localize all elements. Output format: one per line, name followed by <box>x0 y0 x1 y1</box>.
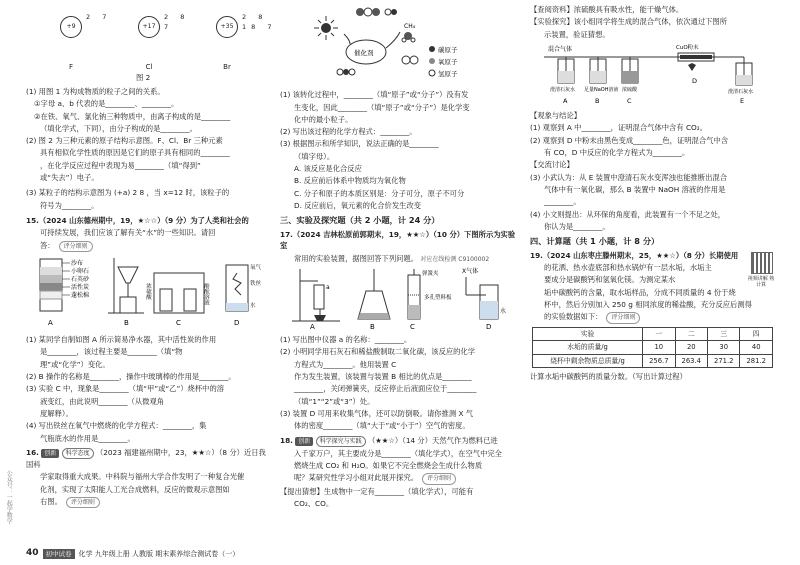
table-header-cell: 实验 <box>533 327 643 341</box>
label-d: D <box>234 318 240 327</box>
literacy-tag: 科学态度 <box>62 448 94 459</box>
label-b: B <box>124 318 129 327</box>
text-line: （填“1”“2”或“3”）处。 <box>294 396 375 406</box>
question-head: 19.（2024 山东枣庄滕州期末，25，★★☆）（8 分）长期使用 <box>530 250 739 260</box>
text-line: 理”或“化学”）变化。 <box>40 359 110 369</box>
question-18 <box>280 435 518 510</box>
text-line: 化剂，实现了太阳能人工光合成燃料，反应的微观示意图如 <box>40 484 230 494</box>
label-cuo: CuO粉末 <box>676 44 699 51</box>
table-cell: 40 <box>740 341 772 355</box>
question-15 <box>26 215 266 444</box>
score-rubric-badge[interactable]: 评分细则 <box>606 312 640 323</box>
text-line: (2) 写出该过程的化学方程式：________。 <box>280 127 417 137</box>
score-rubric-badge[interactable]: 评分细则 <box>422 473 456 484</box>
legend-oxygen: 氧原子 <box>438 58 458 66</box>
label-water: 水 <box>250 302 256 309</box>
text-line: ________。 <box>544 197 581 207</box>
table-cell: 烧杯中剩余物质总质量/g <box>533 354 643 368</box>
text-line: (2) 观察到 D 中粉末由黑色变成________色，证明混合气中含 <box>530 135 729 145</box>
text-line: ________，关闭弹簧夹，反应停止后液面应位于________ <box>294 384 477 394</box>
molecule-label: CH₄ <box>404 23 416 30</box>
text-line: （2023 福建福州期中，23，★★☆）（8 分）近日我国科 <box>26 447 266 470</box>
literacy-tag: 科学探究与实践 <box>316 436 366 447</box>
text-line: (1) 观察到 A 中________，证明混合气体中含有 CO₂。 <box>530 123 708 133</box>
text-line: (1) 写出图中仪器 a 的名称：________。 <box>280 335 412 345</box>
table-cell: 30 <box>708 341 740 355</box>
text-line: 具有相似化学性质的原因是它们的原子具有相同的________ <box>40 148 230 158</box>
label-phenolphthalein: 酚酞溶液 <box>203 282 209 305</box>
text-line: 杯中，然后分别加入 250 g 相同浓度的稀盐酸，充分反应后测得 <box>544 300 752 310</box>
score-rubric-badge[interactable]: 评分细则 <box>66 497 100 508</box>
column-middle <box>280 4 518 510</box>
question-17 <box>280 229 518 432</box>
option-line: A. 该反应是化合反应 <box>294 164 362 174</box>
label-limewater-e: 澄清石灰水 <box>728 88 754 95</box>
text-line: (2) 图 2 为三种元素的原子结构示意图。F、Cl、Br 三种元素 <box>26 136 223 146</box>
qr-caption: 视频讲解 熟计算 <box>747 275 775 288</box>
book-tag: 初中试卷 <box>43 549 75 559</box>
table-cell: 10 <box>643 341 675 355</box>
question-head: 17.（2024 吉林松原前郭期末，19，★★☆）（10 分）下图所示为实验室 <box>280 229 516 251</box>
shells: 2 8 7 <box>164 13 190 32</box>
label-porous-board: 多孔塑料板 <box>424 294 452 301</box>
text-line: 答： <box>40 240 55 250</box>
label-oxygen: 氧气 <box>250 264 262 271</box>
sun-icon <box>314 16 338 40</box>
element-label: Br <box>223 63 231 71</box>
text-line: (3) 根据图示和所学知识，说法正确的是________ <box>280 139 439 149</box>
data-table <box>532 327 773 369</box>
score-rubric-badge[interactable]: 评分细则 <box>59 241 93 252</box>
text-line: 示装置，验证猜想。 <box>544 29 610 39</box>
text-line: 生变化，因此________（填“原子”或“分子”）是化学变 <box>294 102 470 112</box>
text-line: 是________，该过程主要是________（填“物 <box>40 347 183 357</box>
label-cotton: 蓬松棉 <box>71 291 90 299</box>
question-head <box>280 435 518 447</box>
label-a: A <box>48 318 53 327</box>
page-number: 40 <box>26 548 39 559</box>
label-x-gas: X气体 <box>462 267 479 275</box>
text-line: 作为发生装置，该装置与装置 B 相比的优点是________ <box>294 372 472 382</box>
table-cell: 271.2 <box>708 354 740 368</box>
shells: 2 8 18 7 <box>242 13 277 32</box>
option-line: C. 分子和原子的本质区别是：分子可分，原子不可分 <box>294 188 465 198</box>
atom-diagrams <box>26 4 277 82</box>
text-line: 气体中有一氧化碳，那么 B 装置中 NaOH 溶液的作用是 <box>544 184 726 194</box>
label-b: B <box>595 96 600 105</box>
table-row <box>533 341 773 355</box>
label-c: C <box>176 318 181 327</box>
text-line: 体的密度________（填“大于”或“小于”）空气的密度。 <box>294 421 470 431</box>
text-line: （填化学式，下同），由分子构成的是________。 <box>40 123 197 133</box>
text-line: 呢？某研究性学习小组对此展开探究。 <box>294 473 419 483</box>
option-line: B. 反应前后体系中物质均为氧化物 <box>294 176 406 186</box>
text-line: ②在铁、氧气、氯化钠三种物质中，由离子构成的是________ <box>34 111 231 121</box>
text-line: 计算水垢中碳酸钙的质量分数。（写出计算过程） <box>530 372 687 382</box>
text-line: 常用的实验装置，据图回答下列问题。 <box>294 253 419 263</box>
text-line: 方程式为________。他用装置 C <box>294 359 397 369</box>
label-naoh: 足量NaOH溶液 <box>584 86 619 93</box>
question-16 <box>26 447 266 508</box>
table-header-cell: 四 <box>740 327 772 341</box>
label-shabu: 沙布 <box>71 259 84 267</box>
label-a: A <box>563 96 568 105</box>
table-header-row <box>533 327 773 341</box>
section-heading: 三、实验及探究题（共 2 小题，计 24 分） <box>280 215 440 226</box>
table-cell: 263.4 <box>675 354 707 368</box>
text-line: 学家取得重大成果。中科院与福州大学合作发明了一种复合光催 <box>40 472 245 482</box>
question-number: 18. <box>280 435 293 445</box>
legend-hydrogen: 氢原子 <box>438 70 458 78</box>
label-a-instrument: a <box>326 283 330 291</box>
text-line: （★★☆）（14 分）天然气作为燃料已进 <box>367 435 498 445</box>
text-line: ①字母 a、b 代表的是________、________。 <box>34 99 179 109</box>
label-d: D <box>486 322 492 331</box>
label-pebble: 小卵石 <box>71 267 90 275</box>
label-spring-clip: 弹簧夹 <box>422 270 439 277</box>
table-cell: 256.7 <box>643 354 675 368</box>
text-line: （填字母）。 <box>294 151 335 161</box>
text-line: 燃烧生成 CO₂ 和 H₂O。如果它不完全燃烧会生成什么物质 <box>294 461 483 471</box>
table-header-cell: 一 <box>643 327 675 341</box>
text-line: 【提出猜想】生成物中一定有________（填化学式），可能有 <box>280 486 474 496</box>
text-line: 要成分是碳酸钙和氢氧化镁。为测定某水 <box>544 275 676 285</box>
catalyst-label: 催化剂 <box>354 49 374 57</box>
text-line: 有 CO，D 中反应的化学方程式为________。 <box>544 148 690 158</box>
text-line: (1) 某同学自制如图 A 所示简易净水器，其中活性炭的作用 <box>26 335 217 345</box>
text-line: 符号为________。 <box>40 200 99 210</box>
innovation-tag: 创新 <box>295 437 313 446</box>
atom-f <box>46 4 124 71</box>
column-left <box>26 4 277 509</box>
text-line: ，在化学反应过程中表现为易________（填“得到” <box>40 160 201 170</box>
shells: 2 7 <box>86 13 112 21</box>
section-heading: 四、计算题（共 1 小题，计 8 分） <box>530 236 660 247</box>
question-number: 16. <box>26 447 39 457</box>
text-line: 【观象与结论】 <box>530 111 582 121</box>
lab-apparatus-figure <box>280 265 518 331</box>
label-b: B <box>370 322 375 331</box>
text-line: 化中的最小粒子。 <box>294 114 353 124</box>
text-line: 垢中碳酸钙的含量，取水垢样品，分成不同质量的 4 份于烧 <box>544 287 736 297</box>
nucleus: +9 <box>60 16 82 38</box>
text-line: (4) 小文则提出：从环保的角度看，此装置有一个不足之处， <box>530 209 726 219</box>
column-right <box>530 4 775 384</box>
text-line: 的实验数据如下： <box>544 312 603 322</box>
text-line: 你认为是________。 <box>544 221 610 231</box>
table-cell: 281.2 <box>740 354 772 368</box>
option-line: D. 反应前后，氧元素的化合价发生改变 <box>294 200 422 210</box>
text-line <box>280 472 518 484</box>
question-head <box>26 447 266 471</box>
label-mixed-gas: 混合气体 <box>548 45 573 53</box>
table-row <box>533 354 773 368</box>
text-line: (3) 小武认为：从 E 装置中澄清石灰水变浑浊也能推断出混合 <box>530 172 728 182</box>
label-limewater-a: 澄清石灰水 <box>550 86 576 93</box>
text-line: (3) 某粒子的结构示意图为 (+a) 2 8 ，当 x=12 时，该粒子的 <box>26 188 230 198</box>
text-line <box>280 253 518 264</box>
label-iron-wire: 铁丝 <box>250 280 262 287</box>
text-line: (3) 实验 C 中，现象是________（填“甲”或“乙”）烧杯中的溶 <box>26 384 225 394</box>
label-water: 水 <box>500 307 507 315</box>
text-line <box>26 240 266 252</box>
text-line: 气瓶底水的作用是________。 <box>40 433 135 443</box>
label-e: E <box>740 96 745 105</box>
text-line: 可持续发展，我们应该了解有关“水”的一些知识。请回 <box>40 228 216 238</box>
text-line: 【实验探究】该小组同学将生成的混合气体，依次通过下图所 <box>530 17 728 27</box>
text-line: 的花洒、热水壶底部和热水锅炉有一层水垢，水垢主 <box>544 263 712 273</box>
figure-caption: 图 2 <box>136 73 151 82</box>
table-cell: 20 <box>675 341 707 355</box>
text-line <box>530 311 775 323</box>
question-19 <box>530 250 775 383</box>
label-sulfuric: 浓硫酸 <box>622 86 638 93</box>
text-line: 【交流讨论】 <box>530 160 574 170</box>
text-line: (3) 装置 D 可用来收集气体，还可以防倒吸。请你推测 X 气 <box>280 408 474 418</box>
reaction-diagram <box>280 4 518 86</box>
element-label: Cl <box>145 63 153 71</box>
nucleus: +17 <box>138 16 160 38</box>
gas-test-apparatus <box>530 41 775 107</box>
text-line: 右图。 <box>40 497 62 507</box>
text-line: (2) B 操作的名称是________，操作中玻璃棒的作用是________。 <box>26 372 236 382</box>
table-header-cell: 三 <box>708 327 740 341</box>
text-line: (1) 该转化过程中，________（填“原子”或“分子”）没有发 <box>280 90 469 100</box>
text-line: 或“失去”）电子。 <box>40 173 99 183</box>
text-line: (4) 写出铁丝在氧气中燃烧的化学方程式：________，集 <box>26 421 207 431</box>
page-footer <box>26 547 271 561</box>
nucleus: +35 <box>216 16 238 38</box>
water-experiment-figure <box>26 253 266 331</box>
atom-cl <box>124 4 202 71</box>
innovation-tag: 创新 <box>41 449 59 458</box>
text-line <box>26 496 266 508</box>
atom-br <box>202 4 280 71</box>
side-watermark: 公众号：一起学数学 <box>5 470 13 524</box>
legend-carbon: 碳原子 <box>438 46 458 54</box>
online-code: 对应在线检测 C9100002 <box>420 255 490 263</box>
question-head: 15.（2024 山东德州期中，19，★☆☆）（9 分）为了人类和社会的 <box>26 215 249 225</box>
text-line: 液变红，由此说明________（从微观角 <box>40 396 165 406</box>
label-a: A <box>310 322 315 331</box>
label-ammonia: 浓硫酸 <box>145 282 151 300</box>
label-charcoal: 活性炭 <box>71 283 90 291</box>
label-quartz: 石英砂 <box>71 275 90 283</box>
qr-code-icon[interactable] <box>751 252 773 274</box>
table-header-cell: 二 <box>675 327 707 341</box>
text-line: 度解释）。 <box>40 408 73 418</box>
label-c: C <box>627 96 632 105</box>
table-cell: 水垢的质量/g <box>533 341 643 355</box>
text-line: (1) 用图 1 为构成物质的粒子之间的关系。 <box>26 87 165 96</box>
text-line: CO₂、CO。 <box>294 499 334 509</box>
text-line: (2) 小明同学用石灰石和稀盐酸制取二氧化碳，该反应的化学 <box>280 347 476 357</box>
element-label: F <box>68 63 74 71</box>
text-line: 【查阅资料】浓硫酸具有吸水性，能干燥气体。 <box>530 5 684 14</box>
footer-text: 化学 九年级上册 人教版 期末素养综合测试卷（一） <box>78 549 240 558</box>
label-c: C <box>410 322 415 331</box>
label-d: D <box>692 76 698 85</box>
text-line: 入千家万户，其主要成分是________（填化学式），在空气中完全 <box>294 448 502 458</box>
